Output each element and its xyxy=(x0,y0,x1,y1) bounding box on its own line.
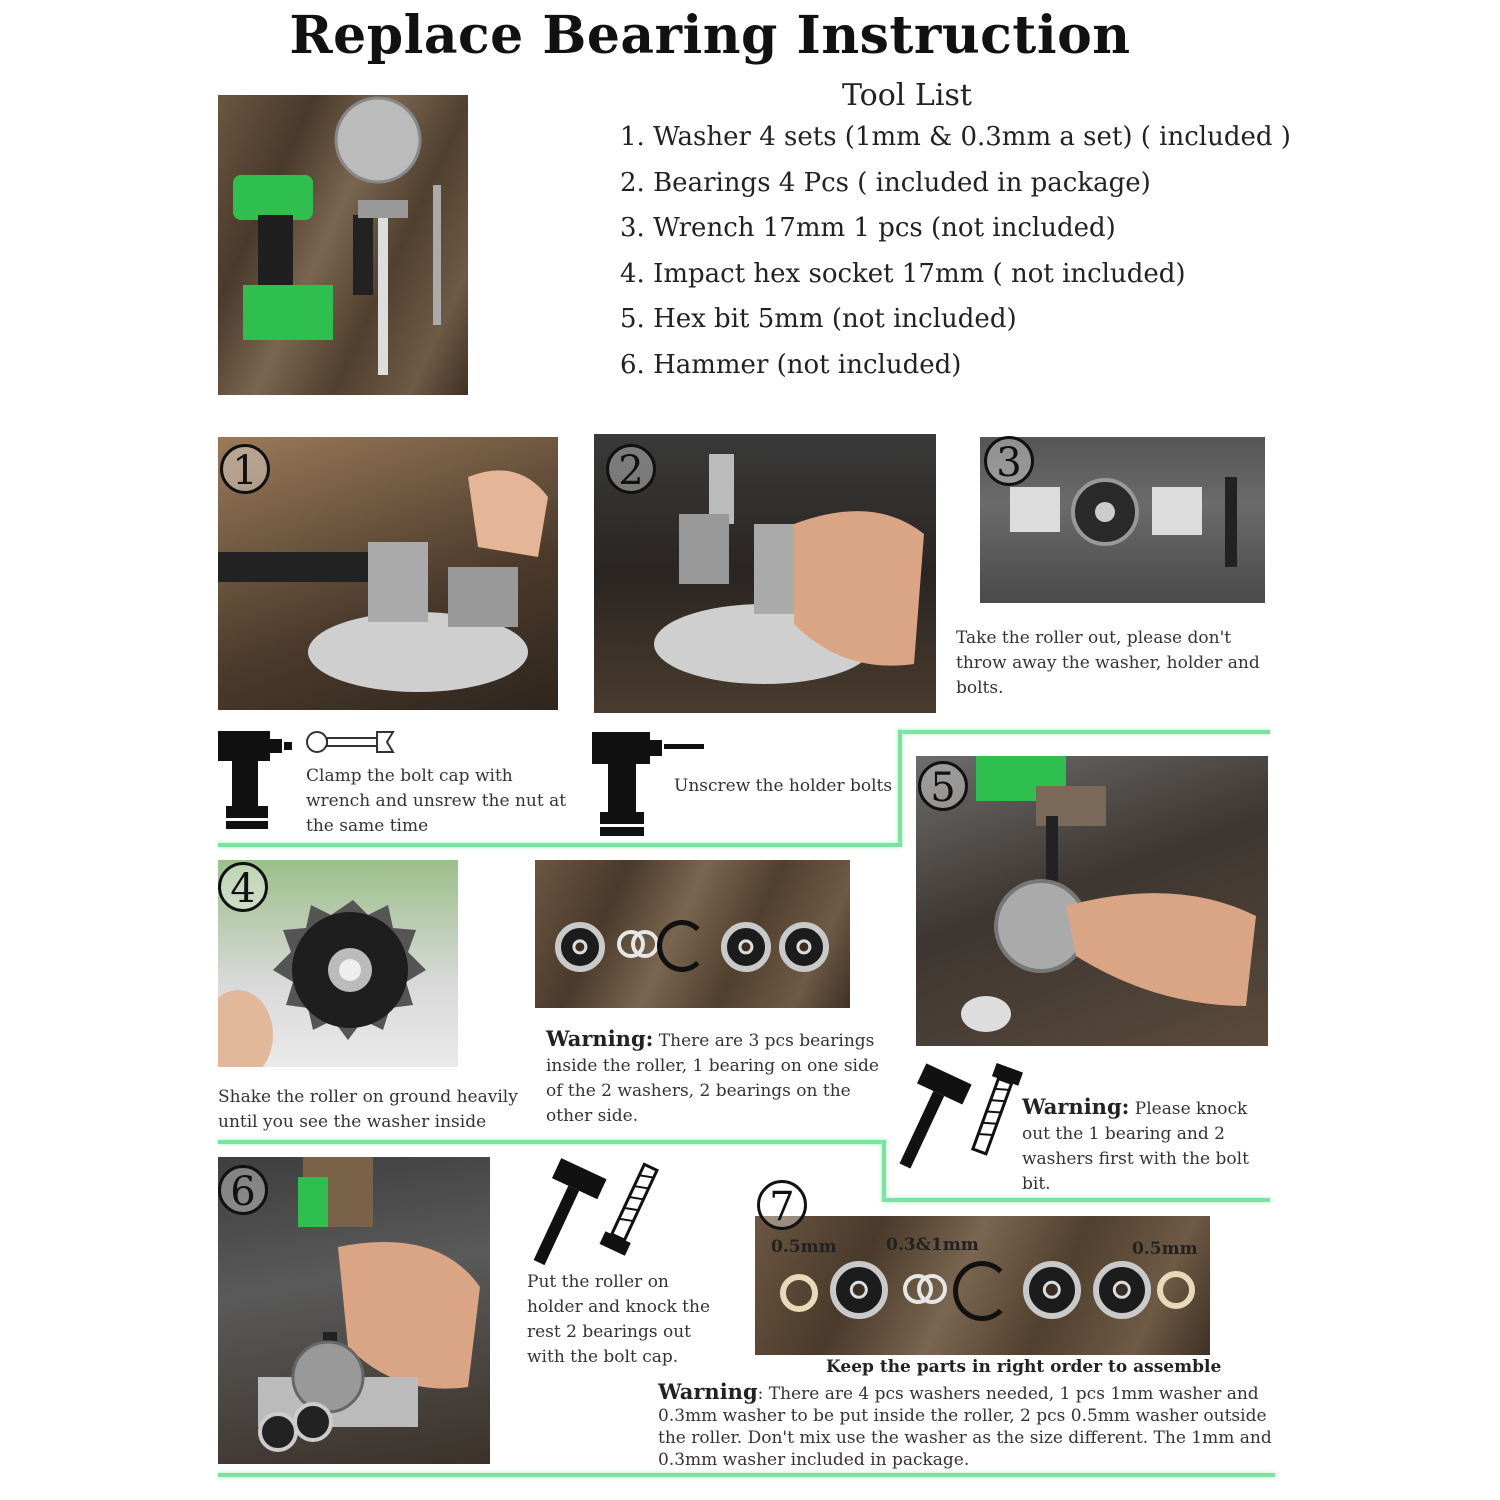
divider xyxy=(898,730,1270,734)
step3-caption: Take the roller out, please don't throw away the washer, holder and bolts. xyxy=(956,628,1260,698)
tool-list-heading: Tool List xyxy=(842,78,972,113)
warning-text: : There are 4 pcs washers needed, 1 pcs 1mm washer and 0.3mm washer to be put inside the roller, 2 pcs 0.5mm washer outside the roller. Don't mix use the washer as the size different. The 1mm and 0.3mm washer included in package. xyxy=(658,1384,1272,1470)
tools-photo xyxy=(218,95,468,395)
hammer-bolt-icon xyxy=(896,1060,1026,1170)
tools-photo-illustration xyxy=(218,95,468,395)
tool-item: 6. Hammer (not included) xyxy=(620,350,962,380)
step7-caption: Keep the parts in right order to assemble xyxy=(826,1357,1222,1377)
divider xyxy=(218,1140,884,1144)
tool-item: 3. Wrench 17mm 1 pcs (not included) xyxy=(620,213,1116,243)
warning-label: Warning: xyxy=(1022,1094,1130,1119)
step3-number: 3 xyxy=(984,436,1034,486)
step2-caption: Unscrew the holder bolts xyxy=(674,776,893,796)
step7-number: 7 xyxy=(757,1180,807,1230)
warning-text: Please knock out the 1 bearing and 2 washers first with the bolt bit. xyxy=(1022,1099,1249,1194)
step4-warning xyxy=(546,1026,886,1129)
washer-label: 0.3&1mm xyxy=(886,1235,979,1255)
divider xyxy=(882,1140,886,1200)
step1-number: 1 xyxy=(220,444,270,494)
warning-label: Warning: xyxy=(546,1026,654,1051)
warning-label: Warning xyxy=(658,1379,758,1404)
step1-photo xyxy=(218,437,558,710)
page-title: Replace Bearing Instruction xyxy=(289,5,1131,66)
washer-label: 0.5mm xyxy=(1132,1239,1198,1259)
warning-text: There are 3 pcs bearings inside the roller, 1 bearing on one side of the 2 washers, 2 bearings on the other side. xyxy=(546,1031,879,1126)
step1-illustration xyxy=(218,437,558,710)
divider xyxy=(898,730,902,844)
divider xyxy=(218,1473,1275,1477)
step6-number: 6 xyxy=(218,1165,268,1215)
step1-caption: Clamp the bolt cap with wrench and unsrew the nut at the same time xyxy=(306,766,567,836)
step5-number: 5 xyxy=(918,761,968,811)
step6-caption: Put the roller on holder and knock the rest 2 bearings out with the bolt cap. xyxy=(527,1272,711,1367)
step5-warning xyxy=(1022,1094,1272,1197)
impact-drill-icon xyxy=(218,731,293,829)
hammer-bolt-icon xyxy=(522,1155,662,1265)
tool-item: 2. Bearings 4 Pcs ( included in package) xyxy=(620,168,1151,198)
washer-label: 0.5mm xyxy=(771,1237,837,1257)
step5-illustration xyxy=(916,756,1268,1046)
tool-item: 4. Impact hex socket 17mm ( not included) xyxy=(620,259,1186,289)
step2-number: 2 xyxy=(606,444,656,494)
step4-number: 4 xyxy=(218,862,268,912)
wrench-icon xyxy=(305,728,397,756)
divider xyxy=(882,1198,1270,1202)
parts-photo xyxy=(535,860,850,1008)
divider xyxy=(218,843,902,847)
tool-item: 5. Hex bit 5mm (not included) xyxy=(620,304,1017,334)
tool-item: 1. Washer 4 sets (1mm & 0.3mm a set) ( included ) xyxy=(620,122,1291,152)
step4-caption: Shake the roller on ground heavily until you see the washer inside xyxy=(218,1087,518,1132)
step5-photo xyxy=(916,756,1268,1046)
step7-warning xyxy=(658,1381,1278,1471)
